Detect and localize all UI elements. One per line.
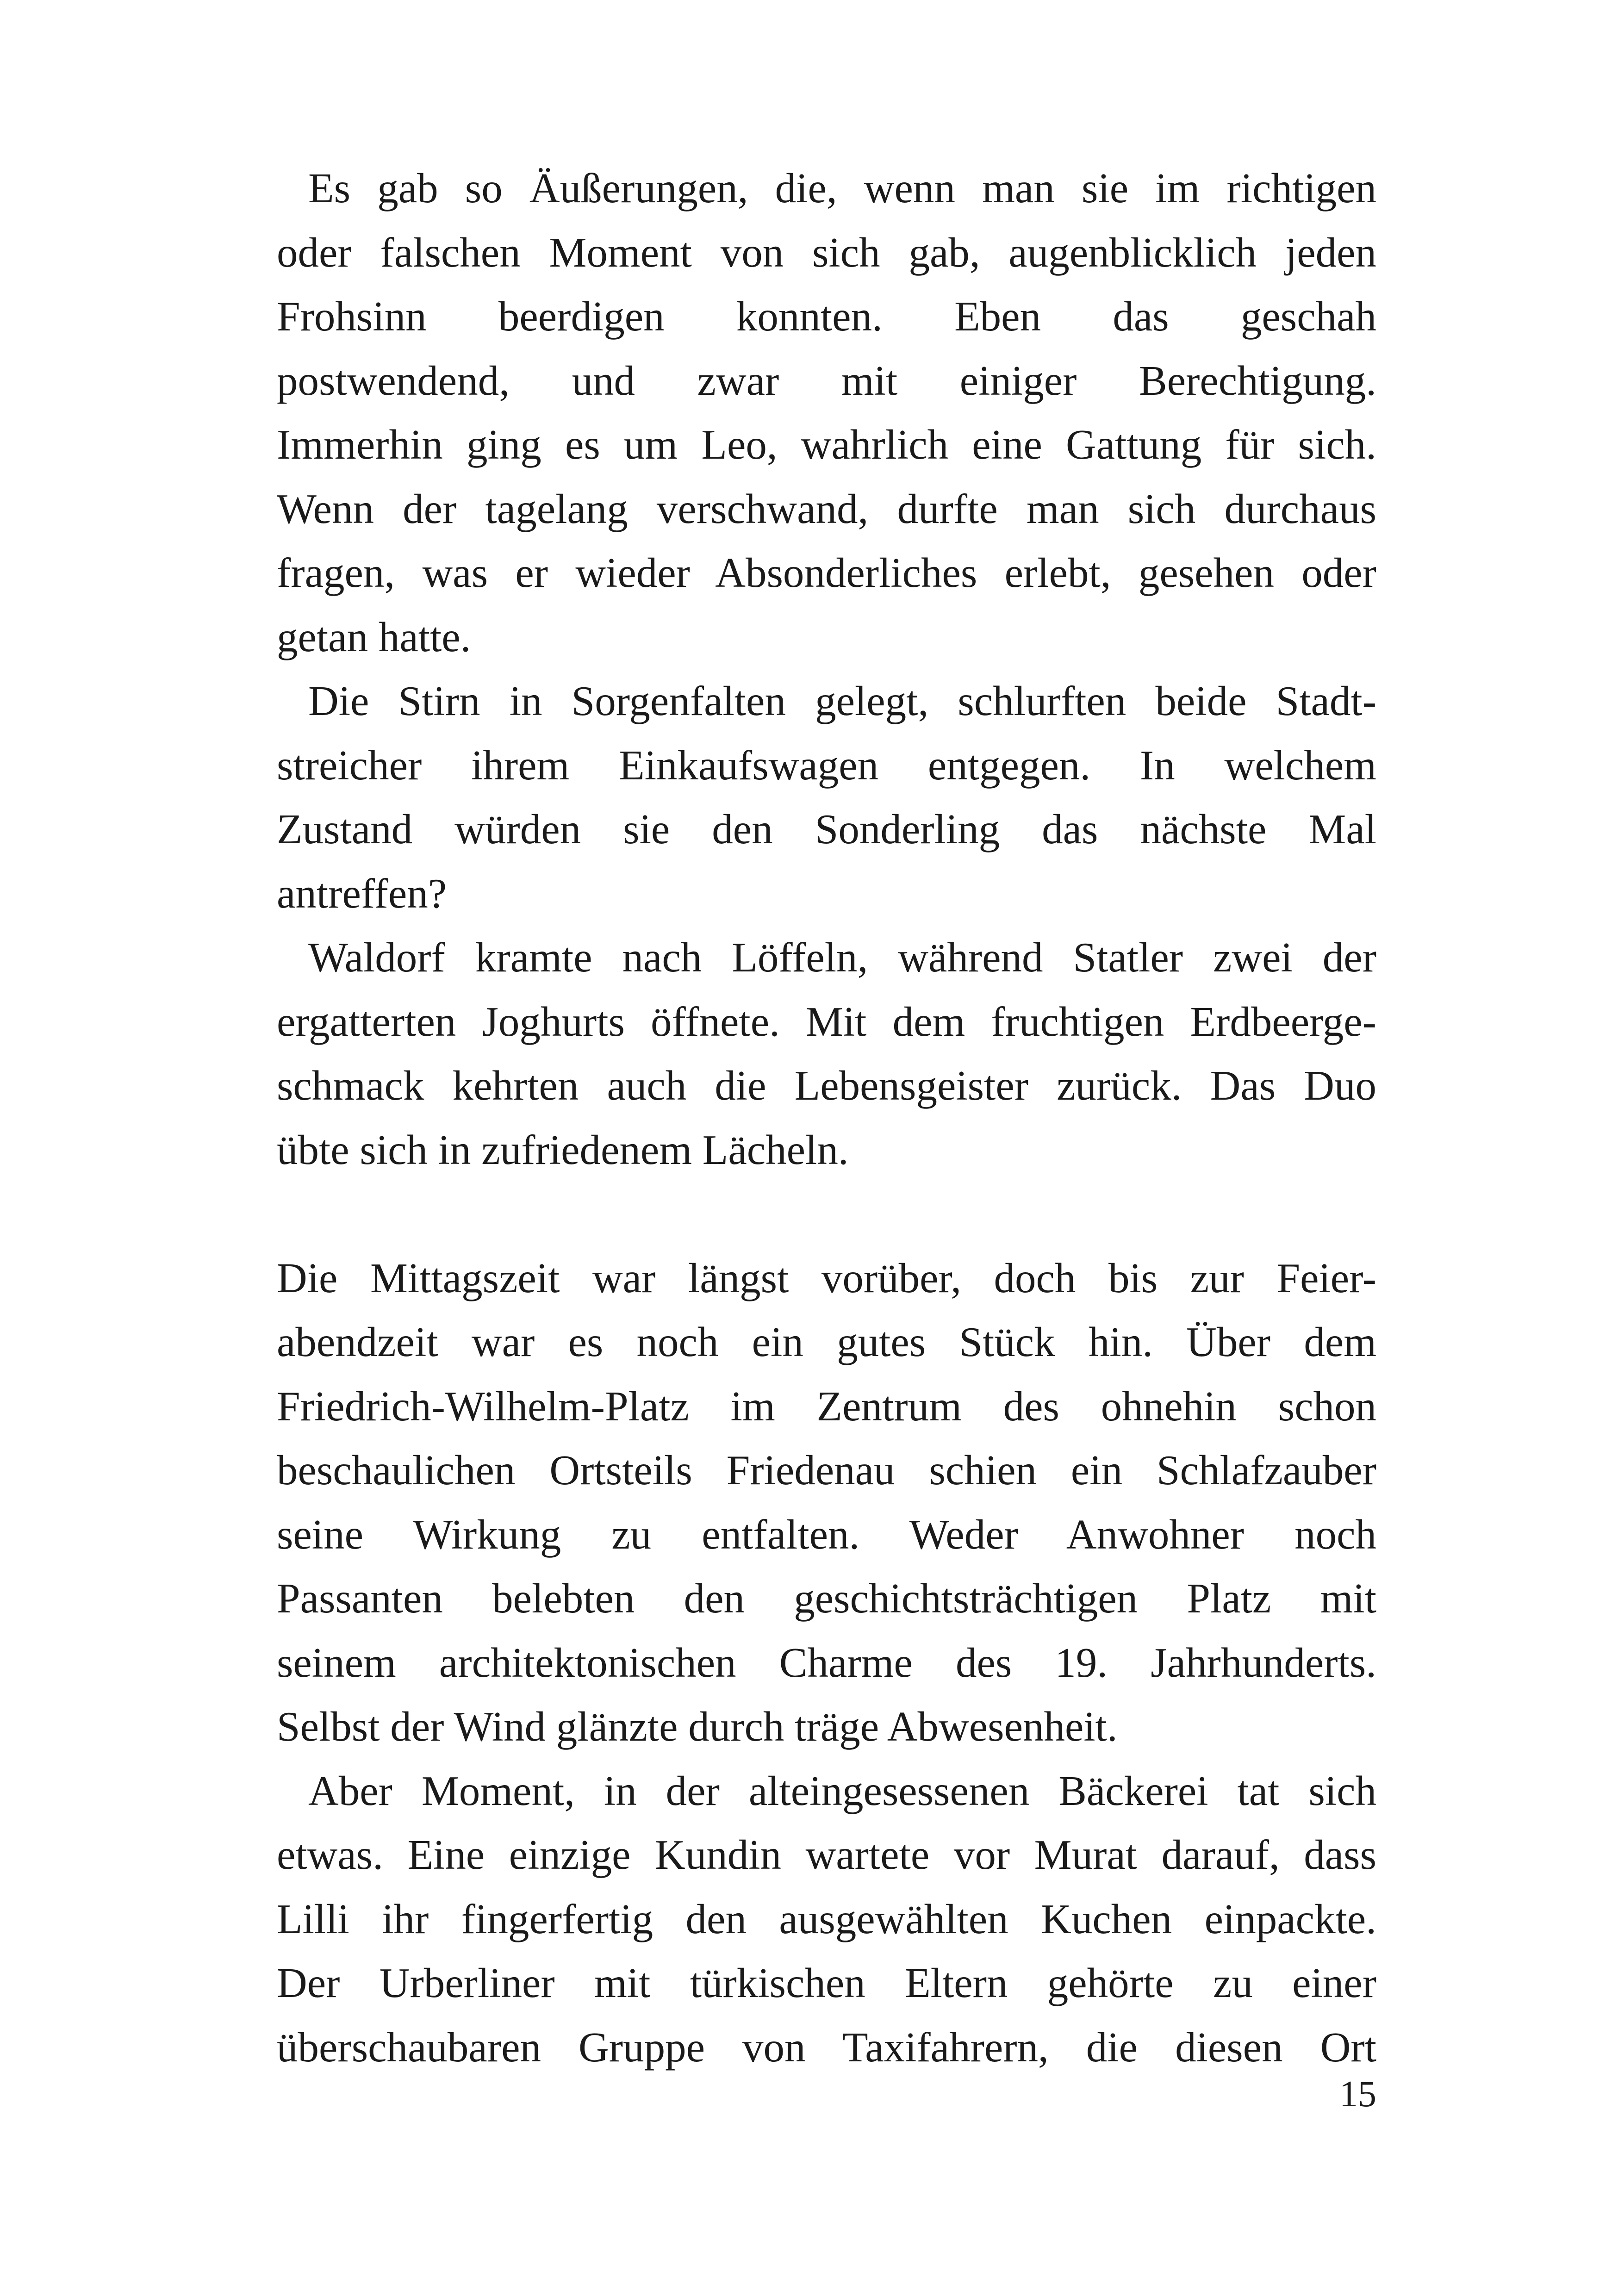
text-line: Die Stirn in Sorgenfalten gelegt, schlurften beide Stadt- xyxy=(308,678,1376,724)
text-line: Wenn der tagelang verschwand, durfte man sich durchaus xyxy=(277,485,1376,532)
text-line: seine Wirkung zu entfalten. Weder Anwohner noch xyxy=(277,1511,1376,1558)
text-line: antreffen? xyxy=(277,870,447,917)
text-line: Friedrich-Wilhelm-Platz im Zentrum des ohnehin schon xyxy=(277,1382,1376,1430)
text-line: überschaubaren Gruppe von Taxifahrern, die diesen Ort xyxy=(277,2023,1376,2071)
text-line: Der Urberliner mit türkischen Eltern gehörte zu einer xyxy=(277,1960,1376,2006)
text-line: abendzeit war es noch ein gutes Stück hin. Über dem xyxy=(277,1319,1376,1365)
page-number: 15 xyxy=(1339,2074,1376,2115)
text-line: Zustand würden sie den Sonderling das nächste Mal xyxy=(277,806,1376,852)
text-line: seinem architektonischen Charme des 19. Jahrhunderts. xyxy=(277,1639,1376,1686)
text-line: Es gab so Äußerungen, die, wenn man sie im richtigen xyxy=(308,165,1376,212)
text-line: getan hatte. xyxy=(277,613,471,660)
text-line: Passanten belebten den geschichtsträchtigen Platz mit xyxy=(277,1575,1376,1622)
text-line: schmack kehrten auch die Lebensgeister zurück. Das Duo xyxy=(277,1062,1376,1109)
body-text xyxy=(277,156,1376,2079)
text-line: Selbst der Wind glänzte durch träge Abwesenheit. xyxy=(277,1703,1118,1750)
text-line: postwendend, und zwar mit einiger Berechtigung. xyxy=(277,357,1376,404)
text-line: Waldorf kramte nach Löffeln, während Statler zwei der xyxy=(308,934,1376,981)
text-line: etwas. Eine einzige Kundin wartete vor Murat darauf, dass xyxy=(277,1831,1376,1878)
text-line: übte sich in zufriedenem Lächeln. xyxy=(277,1126,849,1173)
text-line: oder falschen Moment von sich gab, augenblicklich jeden xyxy=(277,229,1376,276)
text-line: Die Mittagszeit war längst vorüber, doch bis zur Feier- xyxy=(277,1254,1376,1301)
text-line: Frohsinn beerdigen konnten. Eben das geschah xyxy=(277,293,1376,340)
text-line: Lilli ihr fingerfertig den ausgewählten Kuchen einpackte. xyxy=(277,1895,1376,1942)
scene-break xyxy=(277,1182,1376,1246)
text-line: streicher ihrem Einkaufswagen entgegen. In welchem xyxy=(277,741,1376,789)
text-line: Aber Moment, in der alteingesessenen Bäckerei tat sich xyxy=(308,1767,1376,1814)
text-line: beschaulichen Ortsteils Friedenau schien ein Schlafzauber xyxy=(277,1447,1376,1493)
text-line: fragen, was er wieder Absonderliches erlebt, gesehen oder xyxy=(277,549,1376,596)
text-line: Immerhin ging es um Leo, wahrlich eine Gattung für sich. xyxy=(277,421,1376,468)
text-line: ergatterten Joghurts öffnete. Mit dem fruchtigen Erdbeerge- xyxy=(277,998,1376,1045)
